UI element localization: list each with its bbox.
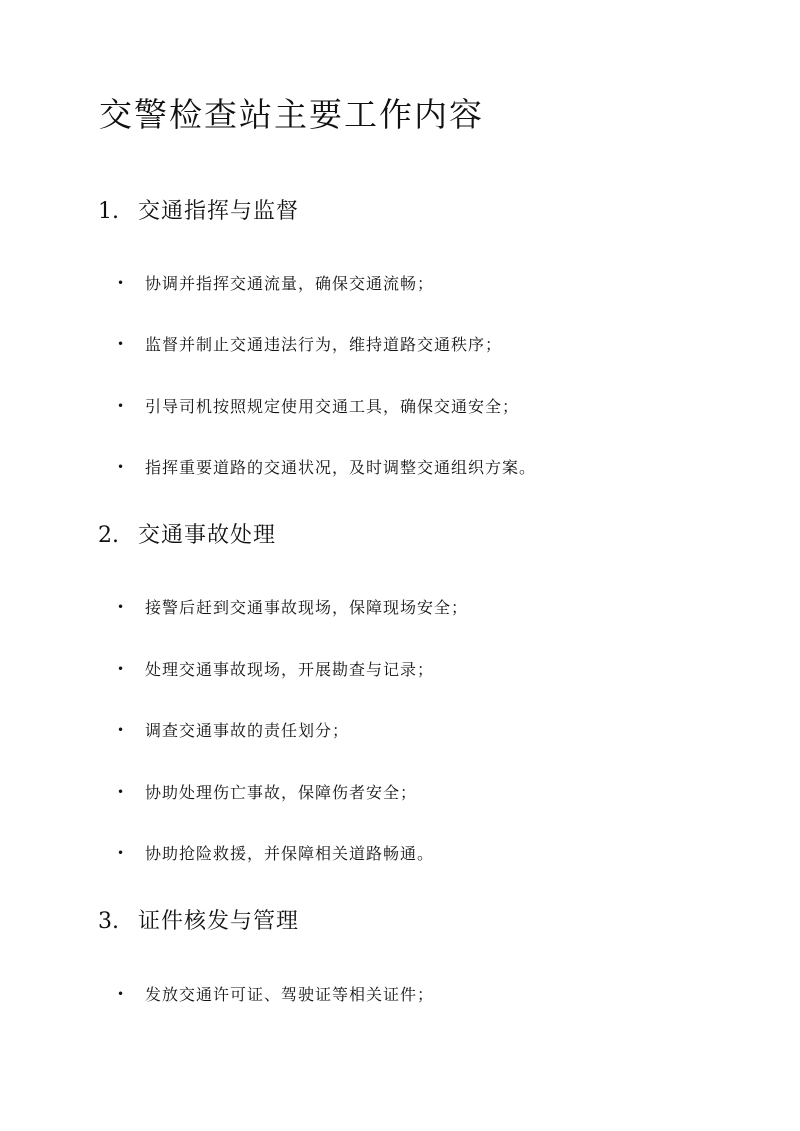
list-item (117, 662, 434, 678)
section-title: 证件核发与管理 (138, 909, 300, 934)
section-heading-3 (98, 911, 299, 933)
list-item (117, 276, 434, 292)
bullet-icon: • (117, 723, 126, 737)
list-item (117, 337, 502, 353)
list-item-text: 指挥重要道路的交通状况，及时调整交通组织方案。 (145, 458, 537, 477)
bullet-icon: • (117, 662, 126, 676)
list-item-text: 调查交通事故的责任划分； (145, 721, 350, 740)
list-item (117, 846, 434, 862)
section-title: 交通指挥与监督 (138, 199, 300, 224)
list-item-text: 协助处理伤亡事故，保障伤者安全； (145, 783, 418, 802)
list-item (117, 785, 417, 801)
bullet-icon: • (117, 337, 126, 351)
bullet-icon: • (117, 785, 126, 799)
list-item (117, 460, 536, 476)
section-number: 1. (98, 199, 119, 224)
list-item (117, 399, 519, 415)
bullet-icon: • (117, 276, 126, 290)
section-number: 3. (98, 909, 119, 934)
bullet-icon: • (117, 987, 126, 1001)
section-title: 交通事故处理 (138, 523, 277, 548)
bullet-icon: • (117, 846, 126, 860)
list-item-text: 监督并制止交通违法行为，维持道路交通秩序； (145, 335, 503, 354)
list-item-text: 协调并指挥交通流量，确保交通流畅； (145, 274, 435, 293)
bullet-icon: • (117, 399, 126, 413)
bullet-icon: • (117, 460, 126, 474)
section-heading-1 (98, 201, 299, 223)
list-item-text: 处理交通事故现场，开展勘查与记录； (145, 660, 435, 679)
list-item (117, 987, 434, 1003)
document-title: 交警检查站主要工作内容 (99, 95, 484, 134)
list-item-text: 发放交通许可证、驾驶证等相关证件； (145, 985, 435, 1004)
bullet-icon: • (117, 600, 126, 614)
list-item-text: 协助抢险救援，并保障相关道路畅通。 (145, 844, 435, 863)
list-item-text: 引导司机按照规定使用交通工具，确保交通安全； (145, 397, 520, 416)
list-item (117, 723, 349, 739)
list-item-text: 接警后赶到交通事故现场，保障现场安全； (145, 598, 469, 617)
section-number: 2. (98, 523, 119, 548)
section-heading-2 (98, 525, 276, 547)
list-item (117, 600, 468, 616)
